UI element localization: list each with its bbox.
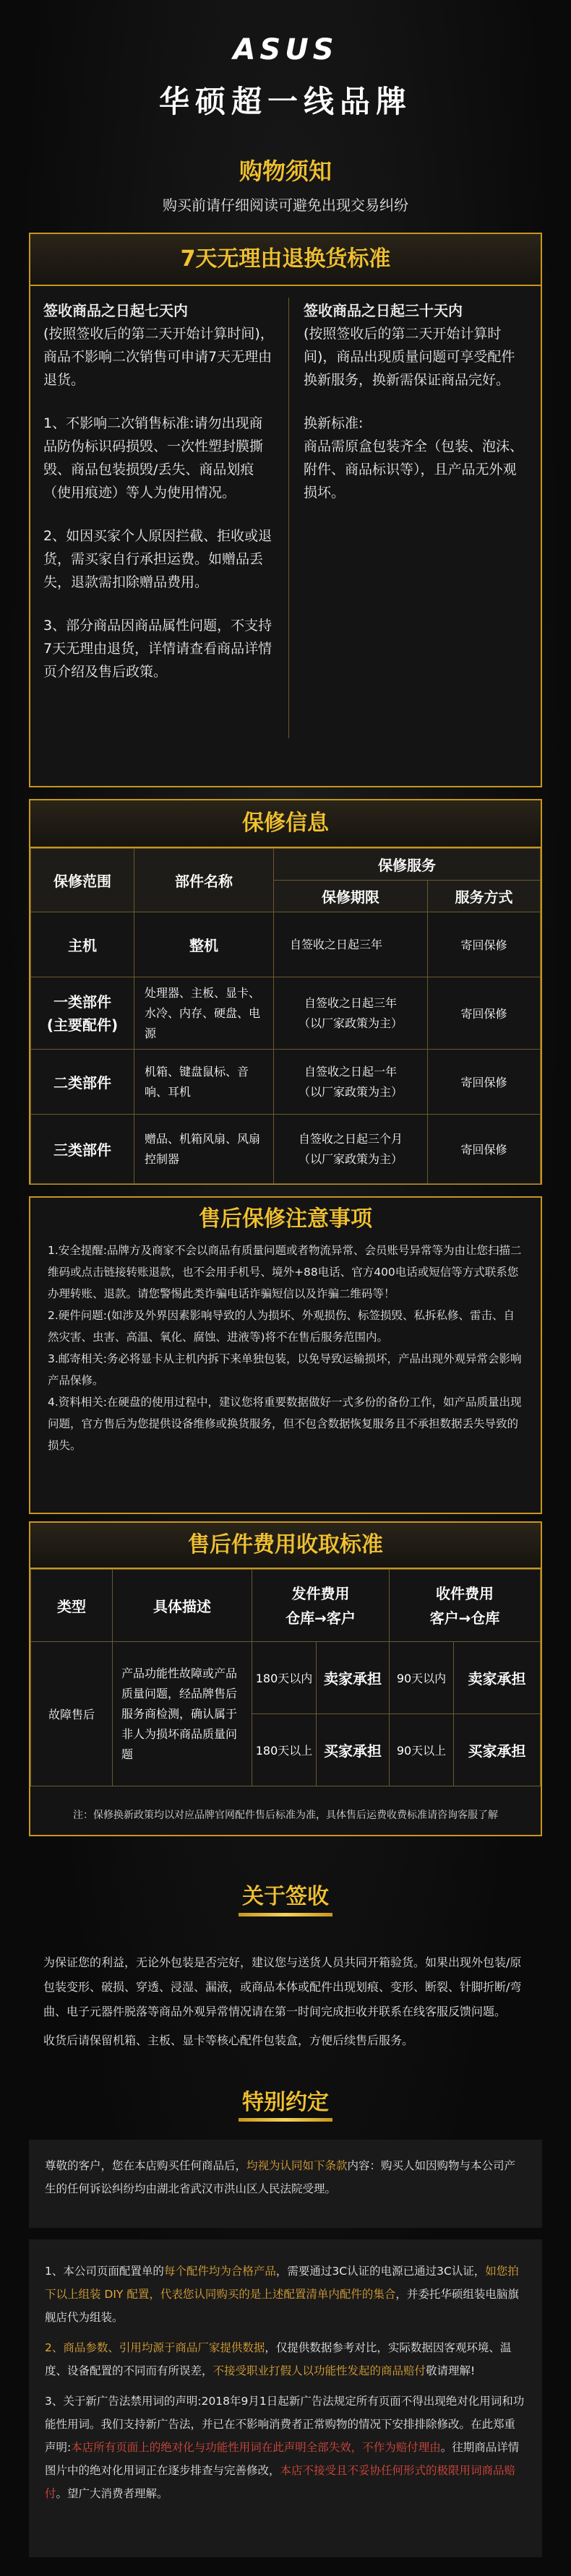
term-2-c: 不接受职业打假人以功能性发起的商品赔付 [212,2364,426,2377]
table-row [31,977,541,1050]
period-cell: 自签收之日起三个月 （以厂家政策为主） [274,1115,428,1184]
term-1-e: ，并委托华硕组装电脑旗舰店代为组装。 [45,2288,519,2324]
asus-logo: ASUS [233,33,338,66]
intro-highlight: 均视为认同如下条款 [246,2159,348,2172]
period-cell: 自签收之日起三年 （以厂家政策为主） [274,977,428,1050]
aftersale-head: 售后保修注意事项 [199,1206,372,1232]
seven-day-rule-3: 3、部分商品因商品属性问题，不支持7天无理由退货，详情请查看商品详情页介绍及售后政策。 [43,618,272,680]
fee-send-header: 发件费用 仓库→客户 [252,1570,390,1642]
method-cell: 寄回保修 [428,912,541,977]
term-3-a: 3、关于新广告法禁用词的声明:2018年9月1日起新广告法规定所有页面不得出现绝对化用词和功能性用词。我们支持新广告法，并已在不影响消费者正常购物的情况下安排排除修改。在此郑重声明: [45,2395,525,2454]
part-cell: 赠品、机箱风扇、风扇控制器 [134,1115,274,1184]
fee-note: 注：保修换新政策均以对应品牌官网配件售后标准为准，具体售后运费收费标准请咨询客服了解 [73,1810,498,1821]
sign-paragraph-2: 收货后请保留机箱、主板、显卡等核心配件包装盒，方便后续售后服务。 [43,2033,414,2047]
part-cell: 机箱、键盘鼠标、音响、耳机 [134,1050,274,1115]
replacement-standard-desc: 商品需原盒包装齐全（包装、泡沫、附件、商品标识等），且产品无外观损坏。 [304,438,524,501]
warranty-method-header: 服务方式 [428,881,541,912]
note-data: 4.资料相关:在硬盘的使用过程中，建议您将重要数据做好一式多份的备份工作，如产品质量出现问题，官方售后为您提供设备维修或换货服务，但不包含数据恢复服务且不承担数据丢失导致的损失。 [48,1396,522,1452]
warranty-scope-header: 保修范围 [31,849,134,912]
sign-head: 关于签收 [242,1884,329,1909]
purchase-subtitle: 购买前请仔细阅读可避免出现交易纠纷 [163,196,408,214]
recv-days-cell: 90天以上 [390,1714,454,1786]
term-2 [45,2336,526,2382]
scope-cell: 三类部件 [31,1115,134,1184]
fee-type-cell: 故障售后 [31,1642,113,1786]
term-2-d: 敬请理解! [426,2364,476,2377]
send-days-cell: 180天以内 [252,1642,317,1714]
replacement-standard-label: 换新标准: [304,415,364,431]
recv-days-cell: 90天以内 [390,1642,454,1714]
method-cell: 寄回保修 [428,1115,541,1184]
fee-head: 售后件费用收取标准 [30,1523,541,1569]
purchase-title: 购物须知 [239,157,332,185]
method-cell: 寄回保修 [428,977,541,1050]
seven-day-rule-1: 1、不影响二次销售标准:请勿出现商品防伪标识码损毁、一次性塑封膜撕毁、商品包装损毁/丢失、商品划痕（使用痕迹）等人为使用情况。 [43,415,264,501]
send-days-cell: 180天以上 [252,1714,317,1786]
seven-day-desc: (按照签收后的第二天开始计算时间)，商品不影响二次销售可申请7天无理由退货。 [43,326,274,388]
term-2-b: ，仅提供数据参考对比，实际数据因客观环境、温度、设备配置的不同而有所误差， [45,2341,512,2377]
method-cell: 寄回保修 [428,1050,541,1115]
term-3-c: 。往期商品详情图片中的绝对化用词正在逐步排查与完善修改， [45,2441,520,2477]
recv-payer-cell: 买家承担 [454,1714,541,1786]
special-terms-box [29,2239,542,2557]
term-3-e: 。望广大消费者理解。 [56,2487,168,2500]
note-shipping: 3.邮寄相关:务必将显卡从主机内拆下来单独包装，以免导致运输损坏，产品出现外观异常会影响产品保修。 [48,1352,522,1387]
intro-part-a: 尊敬的客户，您在本店购买任何商品后， [45,2159,247,2172]
return-left-column [43,299,275,704]
return-right-column [304,299,528,524]
warranty-service-header: 保修服务 [274,849,541,881]
fee-panel [29,1521,542,1836]
warranty-panel [29,799,542,1185]
scope-cell: 一类部件 (主要配件) [31,977,134,1050]
period-cell: 自签收之日起三年 [274,912,428,977]
fee-desc-header: 具体描述 [113,1570,252,1642]
thirty-day-desc: (按照签收后的第二天开始计算时间)，商品出现质量问题可享受配件换新服务，换新需保证商品完好。 [304,326,515,388]
recv-payer-cell: 卖家承担 [454,1642,541,1714]
note-hardware: 2.硬件问题:(如涉及外界因素影响导致的人为损坏、外观损伤、标签损毁、私拆私修、雷击、自然灾害、虫害、高温、氧化、腐蚀、进液等)将不在售后服务范围内。 [48,1309,515,1344]
warranty-head: 保修信息 [30,800,541,848]
scope-cell: 二类部件 [31,1050,134,1115]
thirty-day-heading: 签收商品之日起三十天内 [304,302,463,319]
brand-slogan: 华硕超一线品牌 [158,84,412,119]
fee-table [30,1569,541,1786]
term-3-b: 本店所有页面上的绝对化与功能性用词在此声明全部失效，不作为赔付理由 [71,2441,441,2454]
column-divider [288,298,289,738]
fee-type-header: 类型 [31,1570,113,1642]
table-row [31,912,541,977]
intro-part-c: 内容：购买人如因购物与本公司产生的任何诉讼纠纷均由湖北省武汉市洪山区人民法院受理。 [45,2159,516,2195]
aftersale-notes [48,1240,523,1456]
fee-desc-cell: 产品功能性故障或产品质量问题，经品牌售后服务商检测，确认属于非人为损坏商品质量问题 [113,1642,252,1786]
return-policy-head: 7天无理由退换货标准 [30,234,541,286]
send-payer-cell: 买家承担 [317,1714,390,1786]
special-head: 特别约定 [242,2090,329,2115]
term-1-d: 如您拍下以上组装 DIY 配置，代表您认同购买的是上述配置清单内配件的集合 [45,2265,519,2301]
term-1-b: 每个配件均为合格产品 [163,2265,276,2278]
warranty-table [30,848,541,1184]
special-underline [239,2118,332,2122]
part-cell: 整机 [134,912,274,977]
header [0,0,571,130]
table-row [31,1050,541,1115]
table-row [31,1115,541,1184]
special-intro-box [29,2140,542,2228]
warranty-period-header: 保修期限 [274,881,428,912]
term-3 [45,2390,526,2505]
seven-day-rule-2: 2、如因买家个人原因拦截、拒收或退货，需买家自行承担运费。如赠品丢失，退款需扣除赠品费用。 [43,528,272,590]
scope-cell: 主机 [31,912,134,977]
send-payer-cell: 卖家承担 [317,1642,390,1714]
term-1-a: 1、本公司页面配置单的 [45,2265,164,2278]
return-policy-panel [29,233,542,787]
note-security: 1.安全提醒:品牌方及商家不会以商品有质量问题或者物流异常、会员账号异常等为由让您扫描二维码或点击链接转账退款，也不会用手机号、境外+88电话、官方400电话或短信等方式联系您办理转账、退款。请您警惕此类诈骗电话诈骗短信以及诈骗二维码等！ [48,1244,522,1300]
fee-recv-header: 收件费用 客户→仓库 [390,1570,541,1642]
sign-paragraph-1: 为保证您的利益，无论外包装是否完好，建议您与送货人员共同开箱验货。如果出现外包装/原包装变形、破损、穿透、浸湿、漏液，或商品本体或配件出现划痕、变形、断裂、针脚折断/弯曲、电子元器件脱落等商品外观异常情况请在第一时间完成拒收并联系在线客服反馈问题。 [43,1955,522,2018]
term-1-c: ，需要通过3C认证的电源已通过3C认证， [275,2265,486,2278]
term-3-d: 本店不接受且不妥协任何形式的极限用词商品赔付 [45,2464,516,2500]
table-row [31,1642,541,1714]
sign-underline [239,1913,332,1916]
sign-text [43,1950,528,2053]
part-cell: 处理器、主板、显卡、水冷、内存、硬盘、电源 [134,977,274,1050]
term-2-a: 2、商品参数、引用均源于商品厂家提供数据 [45,2341,265,2354]
period-cell: 自签收之日起一年 （以厂家政策为主） [274,1050,428,1115]
warranty-part-header: 部件名称 [134,849,274,912]
seven-day-heading: 签收商品之日起七天内 [43,302,188,319]
term-1 [45,2260,526,2329]
aftersale-panel [29,1196,542,1514]
